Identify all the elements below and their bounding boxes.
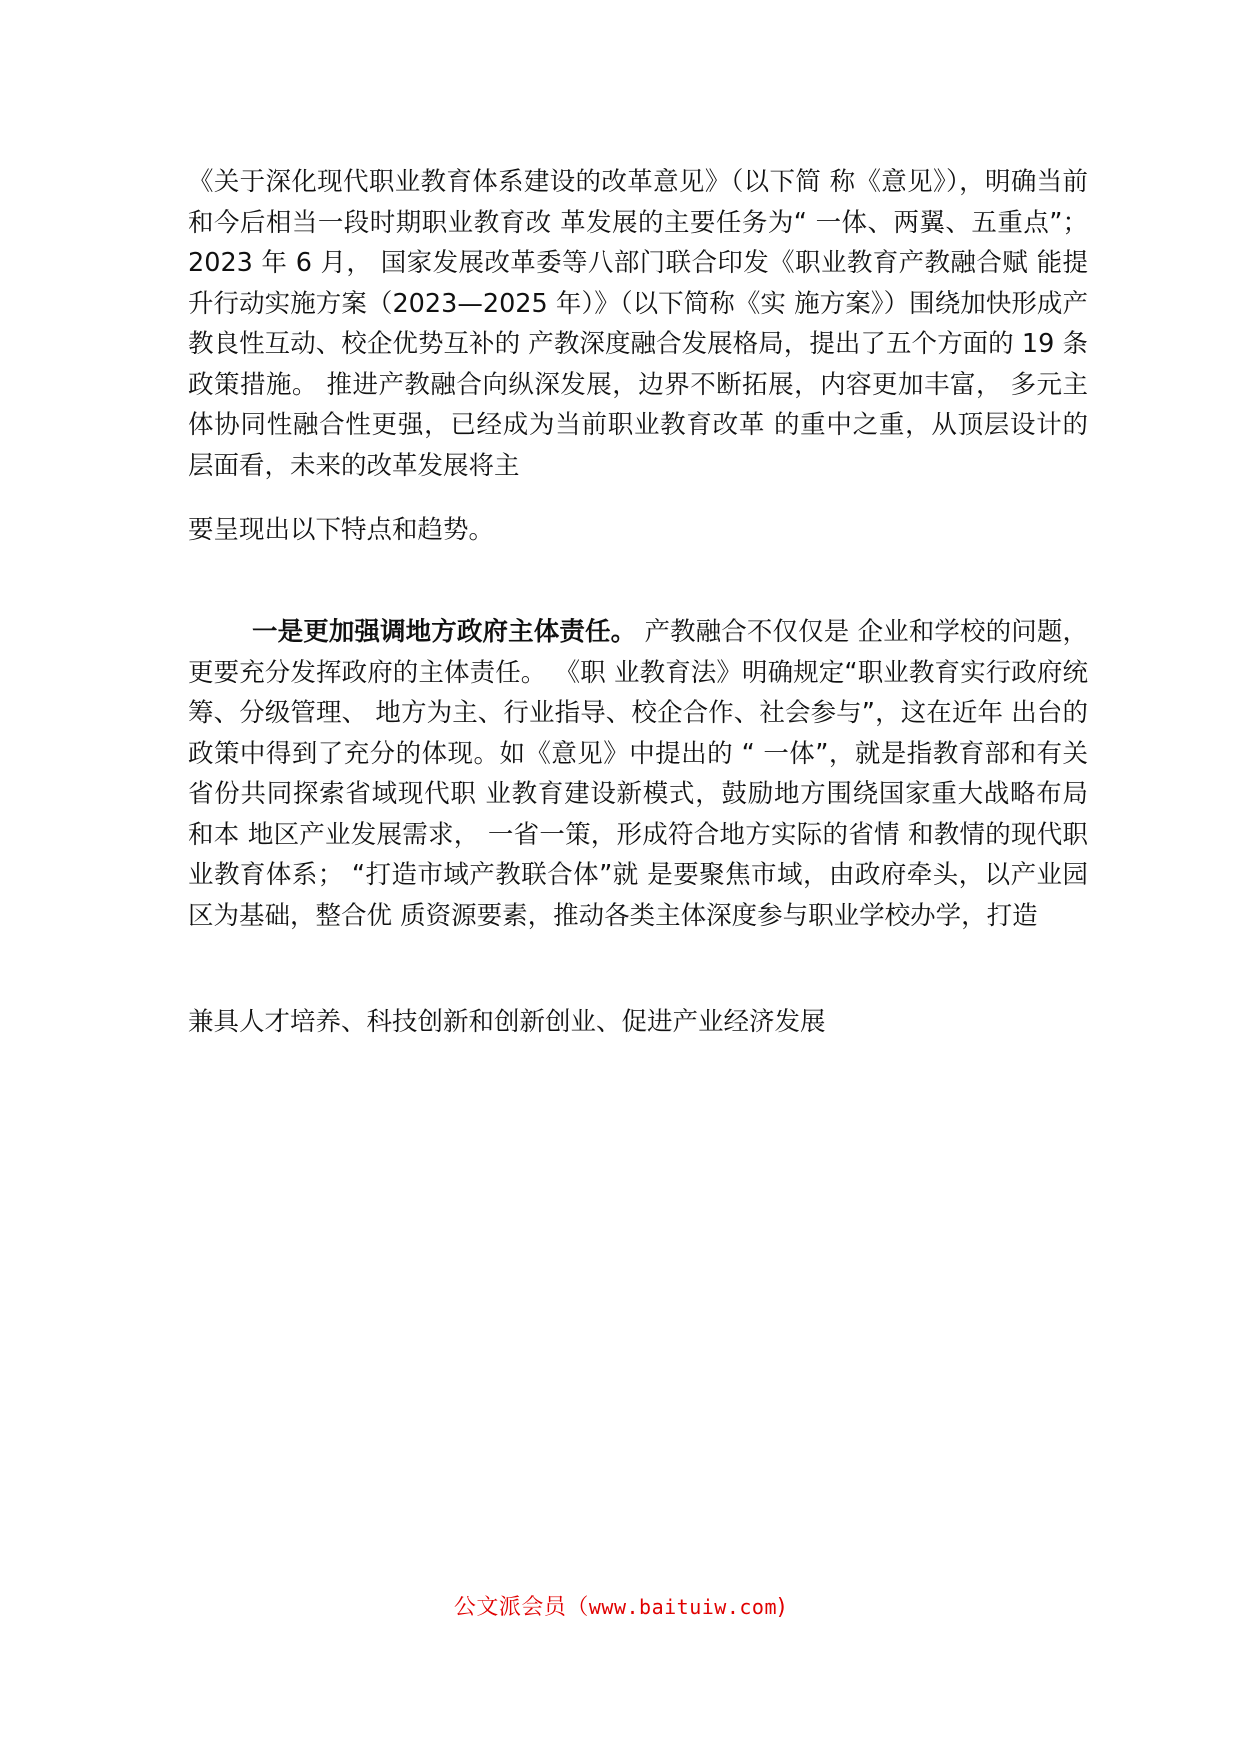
paragraph-intro-text: 《关于深化现代职业教育体系建设的改革意见》（以下简 称《意见》），明确当前和今后相当一段时期职业教育改 革发展的主要任务为“ 一体、两翼、五重点”；2023 年 6 月， 国家发展改革委等八部门联合印发《职业教育产教融合赋 能提升行动实施方案（2023—2025 年）》（以下简称《实 施方案》）围绕加快形成产教良性互动、校企优势互补的 产教深度融合发展格局，提出了五个方面的 19 条政策措施。 推进产教融合向纵深发展，边界不断拓展，内容更加丰富， 多元主体协同性融合性更强，已经成为当前职业教育改革 的重中之重，从顶层设计的层面看，未来的改革发展将主 — [188, 167, 1088, 481]
footer-brand: 公文派会员（ — [453, 1595, 589, 1620]
paragraph-point-one — [188, 612, 1088, 936]
point-one-body: 产教融合不仅仅是 企业和学校的问题，更要充分发挥政府的主体责任。 《职 业教育法》明确规定“职业教育实行政府统筹、分级管理、 地方为主、行业指导、校企合作、社会参与”，这在近年 出台的政策中得到了充分的体现。如《意见》中提出的 “ 一体”，就是指教育部和有关省份共同探索省域现代职 业教育建设新模式，鼓励地方围绕国家重大战略布局和本 地区产业发展需求， 一省一策，形成符合地方实际的省情 和教情的现代职业教育体系； “打造市域产教联合体”就 是要聚焦市域，由政府牵头，以产业园区为基础，整合优 质资源要素，推动各类主体深度参与职业学校办学，打造 — [188, 617, 1088, 931]
footer-url[interactable]: www.baituiw.com — [588, 1595, 778, 1619]
paragraph-intro-tail — [188, 510, 1088, 551]
paragraph-intro-tail-text: 要呈现出以下特点和趋势。 — [188, 515, 495, 545]
paragraph-point-one-tail — [188, 1002, 1088, 1043]
footer-close: ) — [777, 1595, 787, 1620]
point-one-heading: 一是更加强调地方政府主体责任。 — [252, 617, 637, 647]
paragraph-intro — [188, 162, 1088, 486]
footer-watermark — [0, 1590, 1240, 1621]
point-one-tail-text: 兼具人才培养、科技创新和创新创业、促进产业经济发展 — [188, 1007, 826, 1037]
